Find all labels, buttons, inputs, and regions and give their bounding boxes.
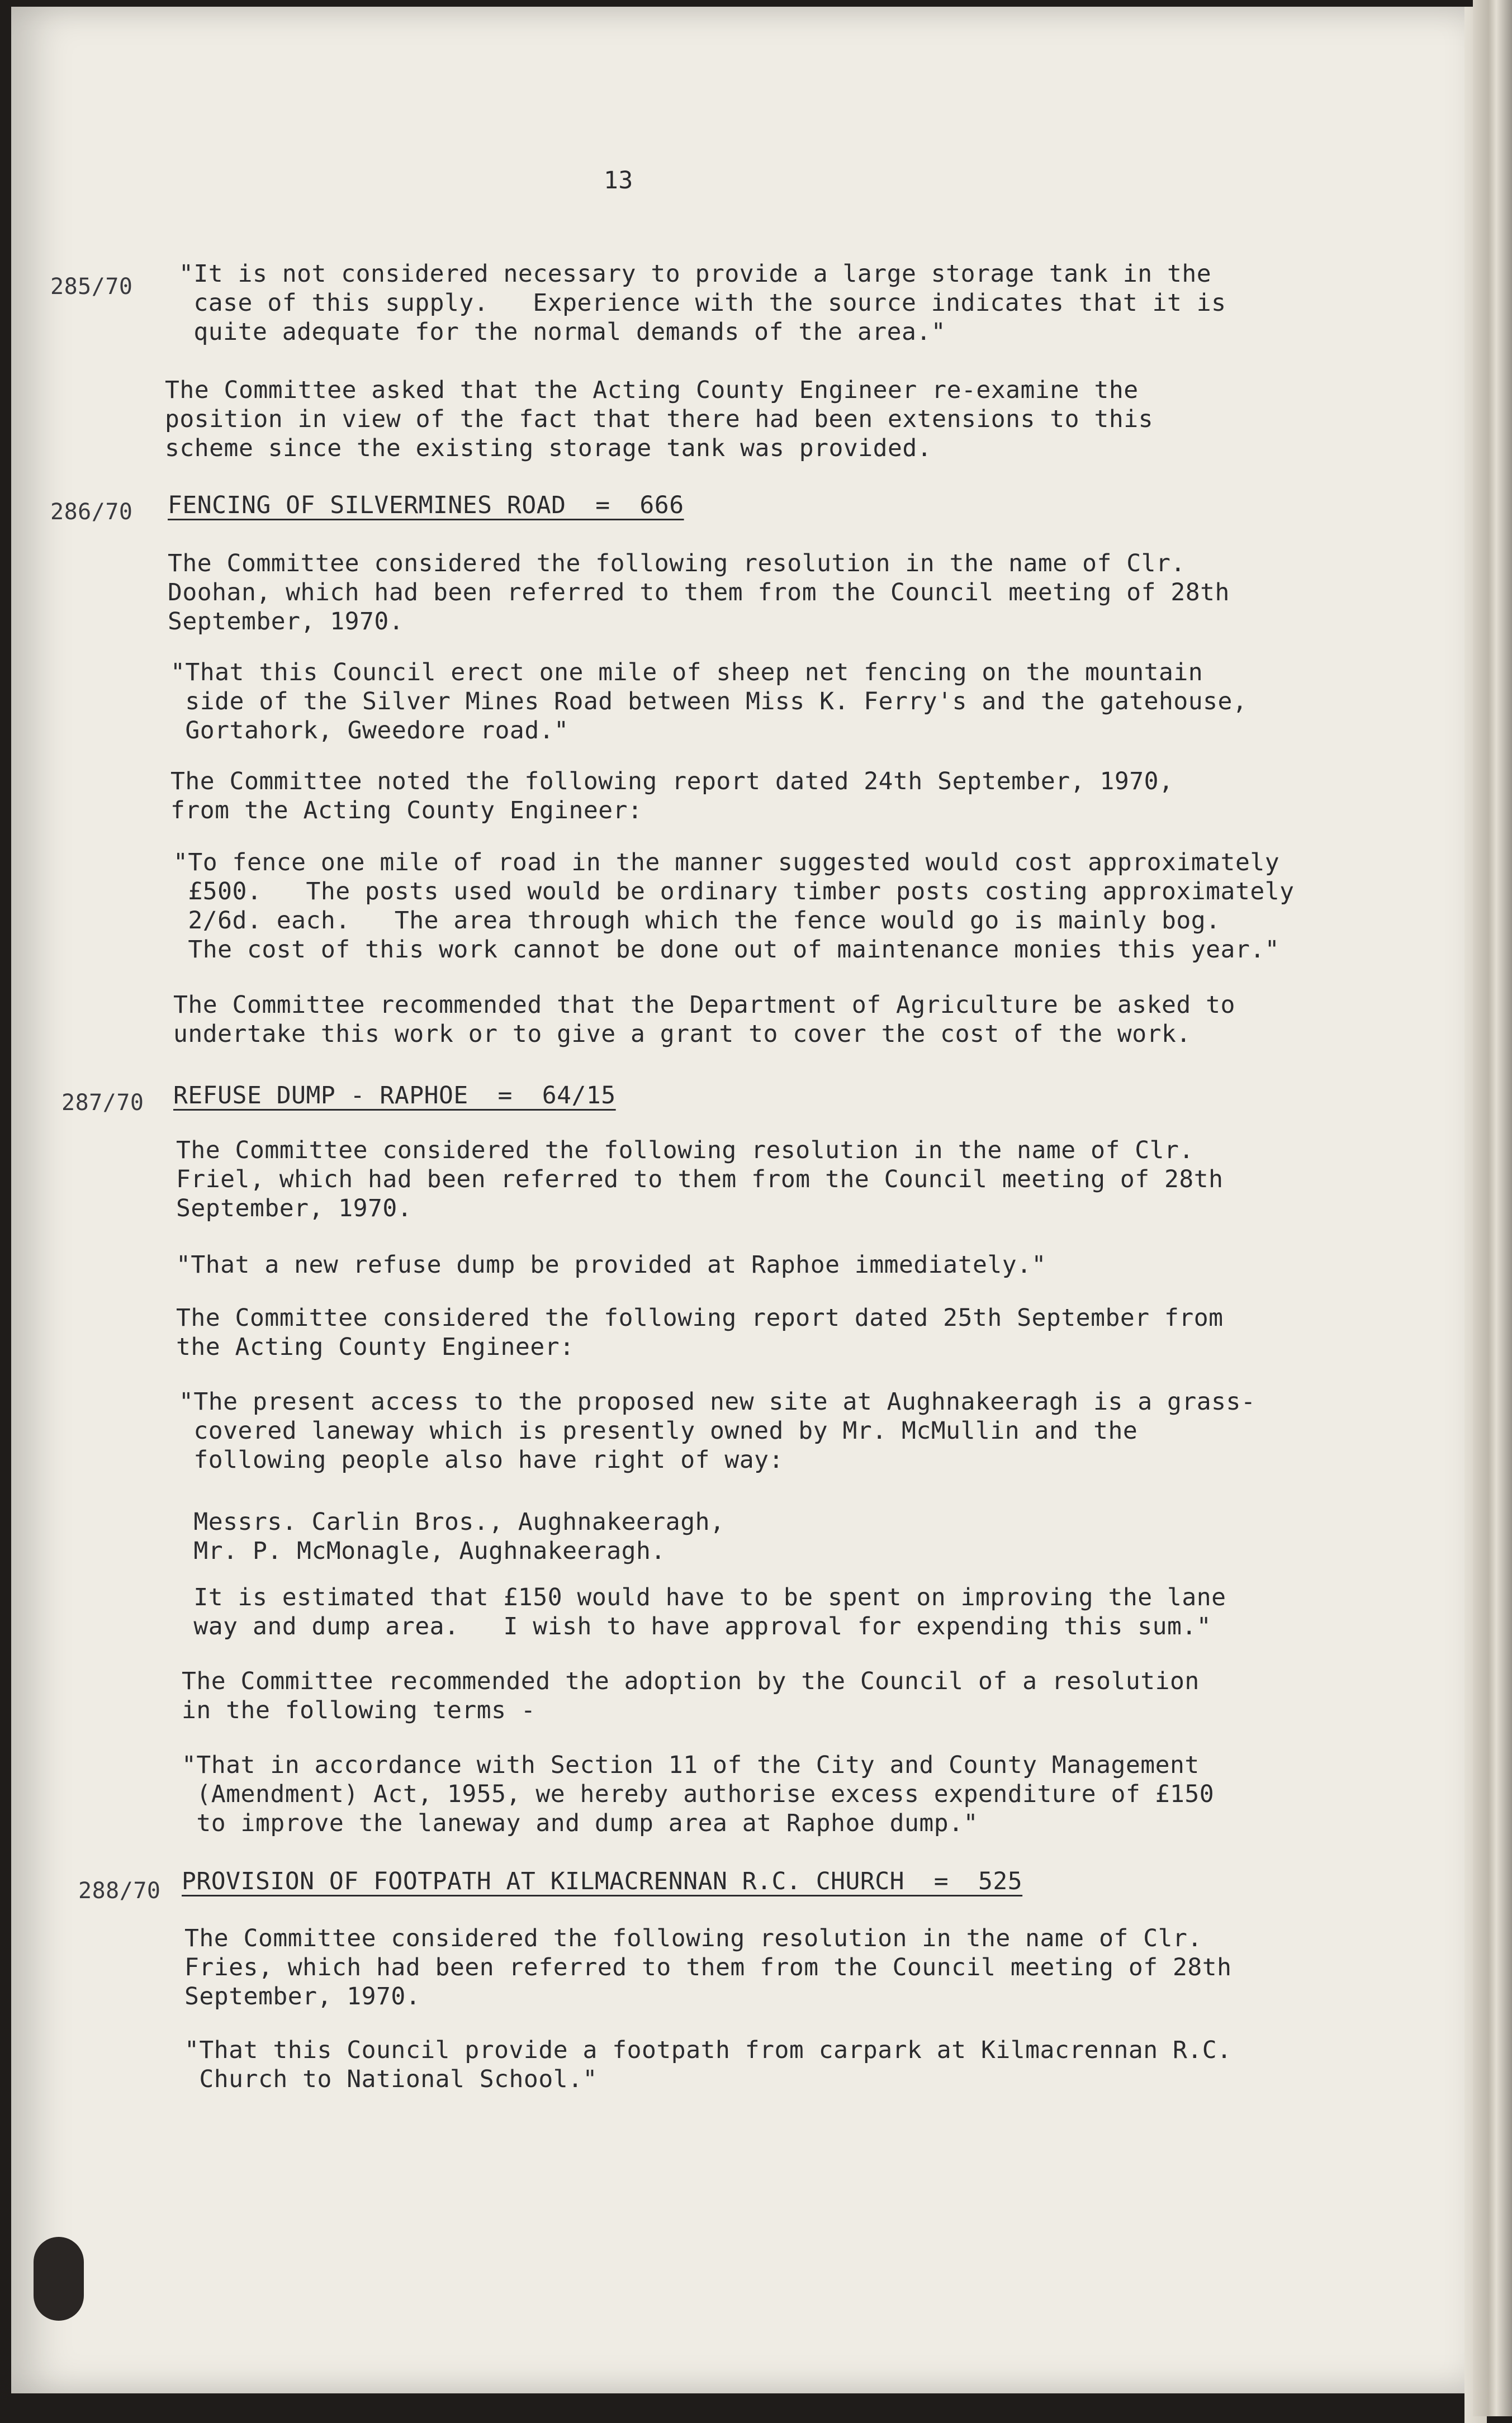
minute-paragraph: The Committee considered the following resolution in the name of Clr. Fries, which had been referred to them from the Council meeting of 28th September, 1970. [184,1924,1232,2011]
minute-heading: PROVISION OF FOOTPATH AT KILMACRENNAN R.C. CHURCH = 525 [182,1867,1023,1895]
minute-paragraph: The Committee noted the following report dated 24th September, 1970, from the Acting County Engineer: [170,767,1174,824]
minute-heading: FENCING OF SILVERMINES ROAD = 666 [168,491,684,519]
minute-heading: REFUSE DUMP - RAPHOE = 64/15 [173,1082,616,1109]
minute-paragraph: Messrs. Carlin Bros., Aughnakeeragh, Mr. P. McMonagle, Aughnakeeragh. [193,1508,725,1565]
binder-hole [34,2237,84,2321]
minute-paragraph: "That a new refuse dump be provided at Raphoe immediately." [176,1251,1046,1279]
minute-paragraph: "The present access to the proposed new site at Aughnakeeragh is a grass- covered laneway which is presently owned by Mr. McMullin and the following people also have right of way: [179,1388,1256,1474]
minute-paragraph: The Committee recommended the adoption by the Council of a resolution in the following terms - [182,1667,1200,1724]
book-binding [1473,0,1512,2416]
minute-paragraph: "To fence one mile of road in the manner suggested would cost approximately £500. The posts used would be ordinary timber posts costing approximately 2/6d. each. The area through which the fence would go is mainly bog. The cost of this work cannot be done out of maintenance monies this year." [173,848,1295,964]
minute-number: 287/70 [61,1090,144,1116]
minute-number: 286/70 [50,499,133,525]
minute-paragraph: The Committee recommended that the Department of Agriculture be asked to undertake this work or to give a grant to cover the cost of the work. [173,991,1235,1048]
minute-paragraph: The Committee considered the following report dated 25th September from the Acting County Engineer: [176,1304,1224,1361]
document-page [11,7,1484,2393]
minute-paragraph: The Committee considered the following resolution in the name of Clr. Doohan, which had been referred to them from the Council meeting of 28th September, 1970. [168,549,1230,636]
minute-paragraph: The Committee considered the following resolution in the name of Clr. Friel, which had been referred to them from the Council meeting of 28th September, 1970. [176,1136,1224,1222]
minute-paragraph: "That this Council provide a footpath from carpark at Kilmacrennan R.C. Church to National School." [184,2036,1232,2093]
minute-paragraph: The Committee asked that the Acting County Engineer re-examine the position in view of the fact that there had been extensions to this scheme since the existing storage tank was provided. [165,376,1154,462]
minute-paragraph: "That in accordance with Section 11 of the City and County Management (Amendment) Act, 1955, we hereby authorise excess expenditure of £150 to improve the laneway and dump area at Raphoe dump." [182,1751,1215,1837]
minute-paragraph: "That this Council erect one mile of sheep net fencing on the mountain side of the Silver Mines Road between Miss K. Ferry's and the gatehouse, Gortahork, Gweedore road." [170,658,1248,745]
minute-paragraph: It is estimated that £150 would have to be spent on improving the lane way and dump area. I wish to have approval for expending this sum." [193,1583,1226,1640]
page-number: 13 [604,167,633,195]
minute-number: 285/70 [50,274,133,300]
minute-number: 288/70 [78,1878,161,1904]
minute-paragraph: "It is not considered necessary to provide a large storage tank in the case of this supply. Experience with the source indicates that it is quite adequate for the normal demands of the area." [179,260,1226,346]
